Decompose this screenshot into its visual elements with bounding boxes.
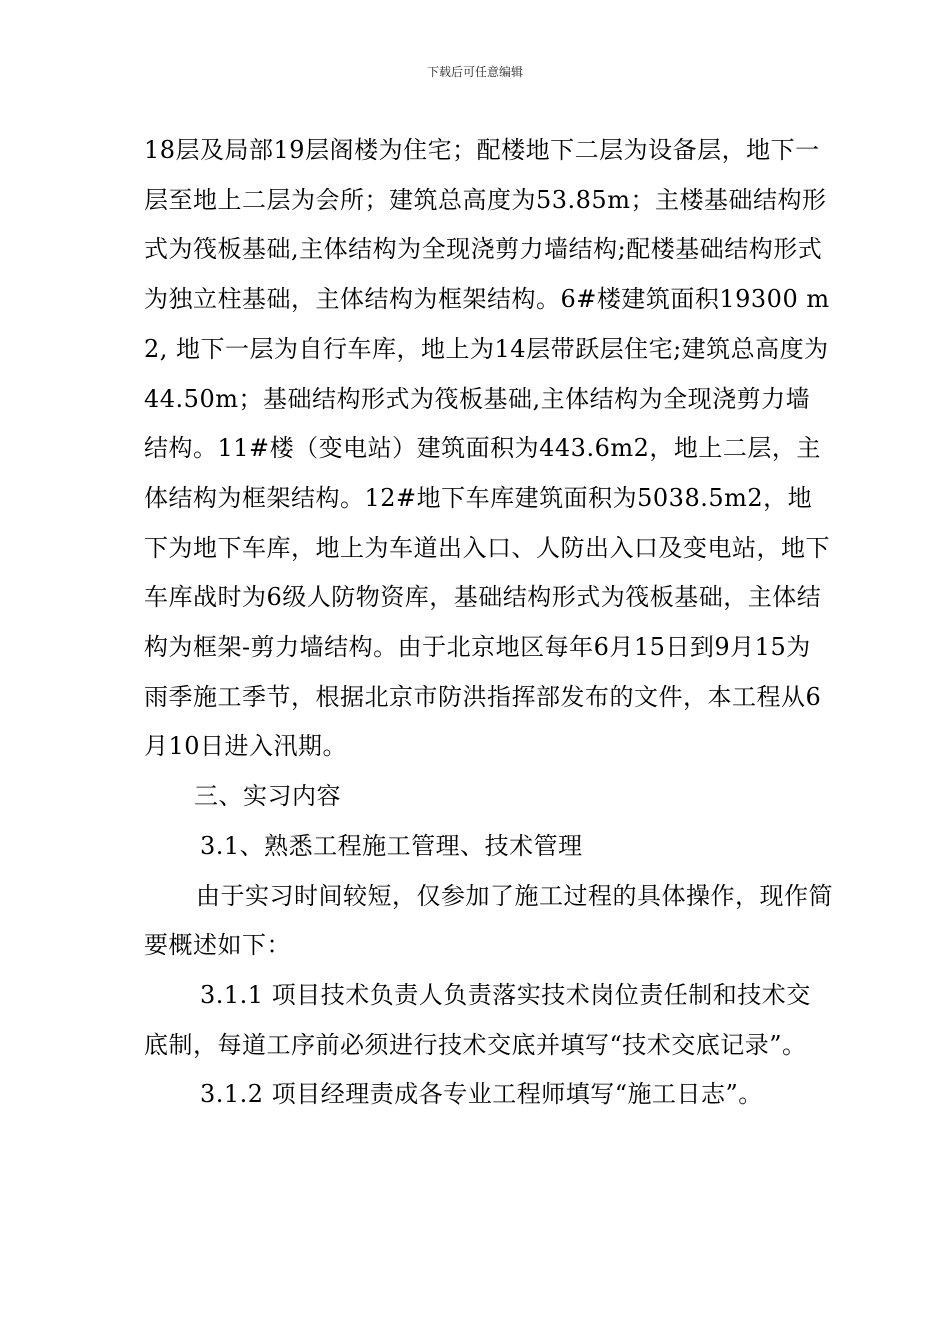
paragraph-3-1-1: 3.1.1 项目技术负责人负责落实技术岗位责任制和技术交底制，每道工序前必须进行技术交底并填写“技术交底记录”。 [144, 980, 811, 1059]
subsection-heading-3-1: 3.1、熟悉工程施工管理、技术管理 [200, 831, 583, 860]
page-header: 下载后可任意编辑 [426, 65, 523, 79]
paragraph-project-overview: 18层及局部19层阁楼为住宅；配楼地下二层为设备层，地下一层至地上二层为会所；建筑总高度为53.85m；主楼基础结构形式为筏板基础,主体结构为全现浇剪力墙结构;配楼基础结构形式为独立柱基础，主体结构为框架结构。6#楼建筑面积19300 m2, 地下一层为自行车库，地上为14层带跃层住宅;建筑总高度为44.50m；基础结构形式为筏板基础,主体结构为全现浇剪力墙结构。11#楼（变电站）建筑面积为443.6m2，地上二层，主体结构为框架结构。12#地下车库建筑面积为5038.5m2，地下为地下车库，地上为车道出入口、人防出入口及变电站，地下车库战时为6级人防物资库，基础结构形式为筏板基础，主体结构为框架-剪力墙结构。由于北京地区每年6月15日到9月15为雨季施工季节，根据北京市防洪指挥部发布的文件，本工程从6月10日进入汛期。 [144, 136, 830, 761]
section-heading-internship-content: 三、实习内容 [194, 782, 341, 811]
paragraph-summary-intro: 由于实习时间较短，仅参加了施工过程的具体操作，现作简要概述如下： [144, 881, 833, 960]
document-body [144, 126, 834, 1120]
paragraph-3-1-2: 3.1.2 项目经理责成各专业工程师填写“施工日志”。 [200, 1080, 763, 1109]
